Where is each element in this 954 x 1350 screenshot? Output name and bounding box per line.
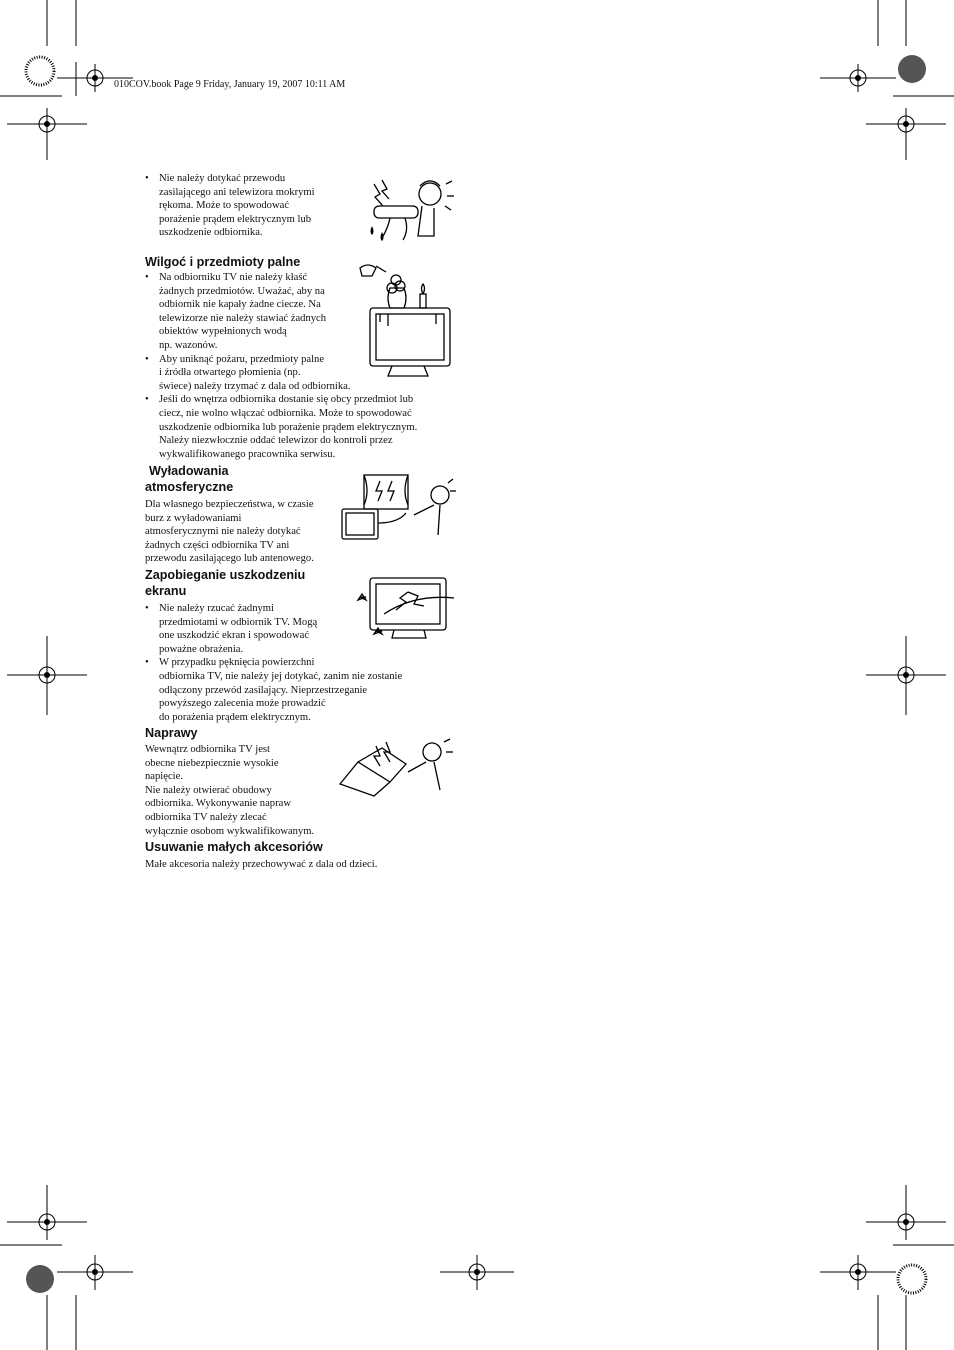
text-line: • W przypadku pęknięcia powierzchni	[159, 657, 315, 669]
lightning-section	[145, 498, 314, 566]
text-line: np. wazonów.	[159, 339, 218, 351]
lightning-heading-line1: Wyładowania	[149, 464, 229, 478]
lightning-heading-line2: atmosferyczne	[145, 480, 234, 494]
text-line: Należy niezwłocznie oddać telewizor do kontroli przez	[159, 435, 393, 447]
storm-illustration	[340, 473, 456, 543]
cracked-screen-illustration	[354, 574, 456, 644]
text-line: • Jeśli do wnętrza odbiornika dostanie się obcy przedmiot lub	[159, 394, 414, 406]
text-line: • Na odbiorniku TV nie należy kłaść	[159, 272, 308, 283]
text-line: żadnych części odbiornika TV ani	[145, 539, 290, 551]
text-line: Wewnątrz odbiornika TV jest	[145, 744, 270, 755]
tv-vase-candle-illustration	[354, 258, 456, 380]
screen-heading-line1: Zapobieganie uszkodzeniu	[145, 568, 306, 582]
text-line: żadnych przedmiotów. Uważać, aby na	[159, 285, 325, 297]
text-line: wyłącznie osobom wykwalifikowanym.	[145, 825, 315, 837]
text-line: odbiornika. Wykonywanie napraw	[145, 798, 291, 810]
repairs-heading: Naprawy	[145, 726, 198, 740]
text-line: i źródła otwartego płomienia (np.	[159, 367, 301, 379]
intro-bullet	[145, 172, 315, 240]
text-line: Małe akcesoria należy przechowywać z dala od dzieci.	[145, 859, 378, 870]
print-header: 010COV.book Page 9 Friday, January 19, 2007 10:11 AM	[114, 79, 346, 90]
text-line: • Nie należy dotykać przewodu	[159, 173, 286, 184]
screen-heading-line2: ekranu	[145, 584, 187, 598]
text-line: przedmiotami w odbiornik TV. Mogą	[159, 616, 318, 628]
list-item	[145, 393, 417, 461]
text-line: telewizorze nie należy stawiać żadnych	[159, 312, 327, 324]
text-line: do porażenia prądem elektrycznym.	[159, 711, 311, 723]
text-line: porażenie prądem elektrycznym lub	[159, 213, 312, 225]
text-line: • Nie należy rzucać żadnymi	[159, 603, 274, 614]
accessories-heading: Usuwanie małych akcesoriów	[145, 840, 323, 854]
wet-hands-illustration	[360, 176, 456, 246]
text-line: one uszkodzić ekran i spowodować	[159, 630, 310, 642]
repair-shock-illustration	[336, 738, 456, 800]
text-line: Dla własnego bezpieczeństwa, w czasie	[145, 499, 314, 510]
list-item	[145, 656, 402, 724]
text-line: odłączony przewód zasilający. Nieprzestrzeganie	[159, 684, 368, 696]
text-line: przewodu zasilającego lub antenowego.	[145, 553, 314, 565]
text-line: obecne niebezpiecznie wysokie	[145, 757, 279, 769]
text-line: poważne obrażenia.	[159, 643, 244, 655]
intro-section	[145, 172, 315, 240]
text-line: zasilającego ani telewizora mokrymi	[159, 186, 315, 198]
text-line: rękoma. Może to spowodować	[159, 200, 290, 212]
text-line: odbiornika TV, nie należy jej dotykać, zanim nie zostanie	[159, 670, 403, 682]
text-line: • Aby uniknąć pożaru, przedmioty palne	[159, 353, 325, 365]
text-line: obiektów wypełnionych wodą	[159, 326, 287, 338]
repairs-section	[145, 743, 314, 838]
text-line: burz z wyładowaniami	[145, 512, 242, 524]
text-line: uszkodzenie odbiornika.	[159, 227, 263, 239]
text-line: ciecz, nie wolno włączać odbiornika. Może to spowodować	[159, 407, 412, 419]
accessories-section	[145, 858, 377, 872]
text-line: odbiornika TV należy zlecać	[145, 811, 267, 823]
text-line: Nie należy otwierać obudowy	[145, 784, 272, 796]
text-line: napięcie.	[145, 771, 183, 783]
text-line: świece) należy trzymać z dala od odbiornika.	[159, 380, 351, 392]
text-line: uszkodzenie odbiornika lub porażenie prądem elektrycznym.	[159, 421, 418, 433]
text-line: wykwalifikowanego pracownika serwisu.	[159, 448, 336, 460]
text-line: atmosferycznymi nie należy dotykać	[145, 526, 301, 538]
text-line: powyższego zalecenia może prowadzić	[159, 698, 326, 710]
text-line: odbiornik nie kapały żadne ciecze. Na	[159, 299, 321, 311]
moisture-heading: Wilgoć i przedmioty palne	[145, 255, 301, 269]
